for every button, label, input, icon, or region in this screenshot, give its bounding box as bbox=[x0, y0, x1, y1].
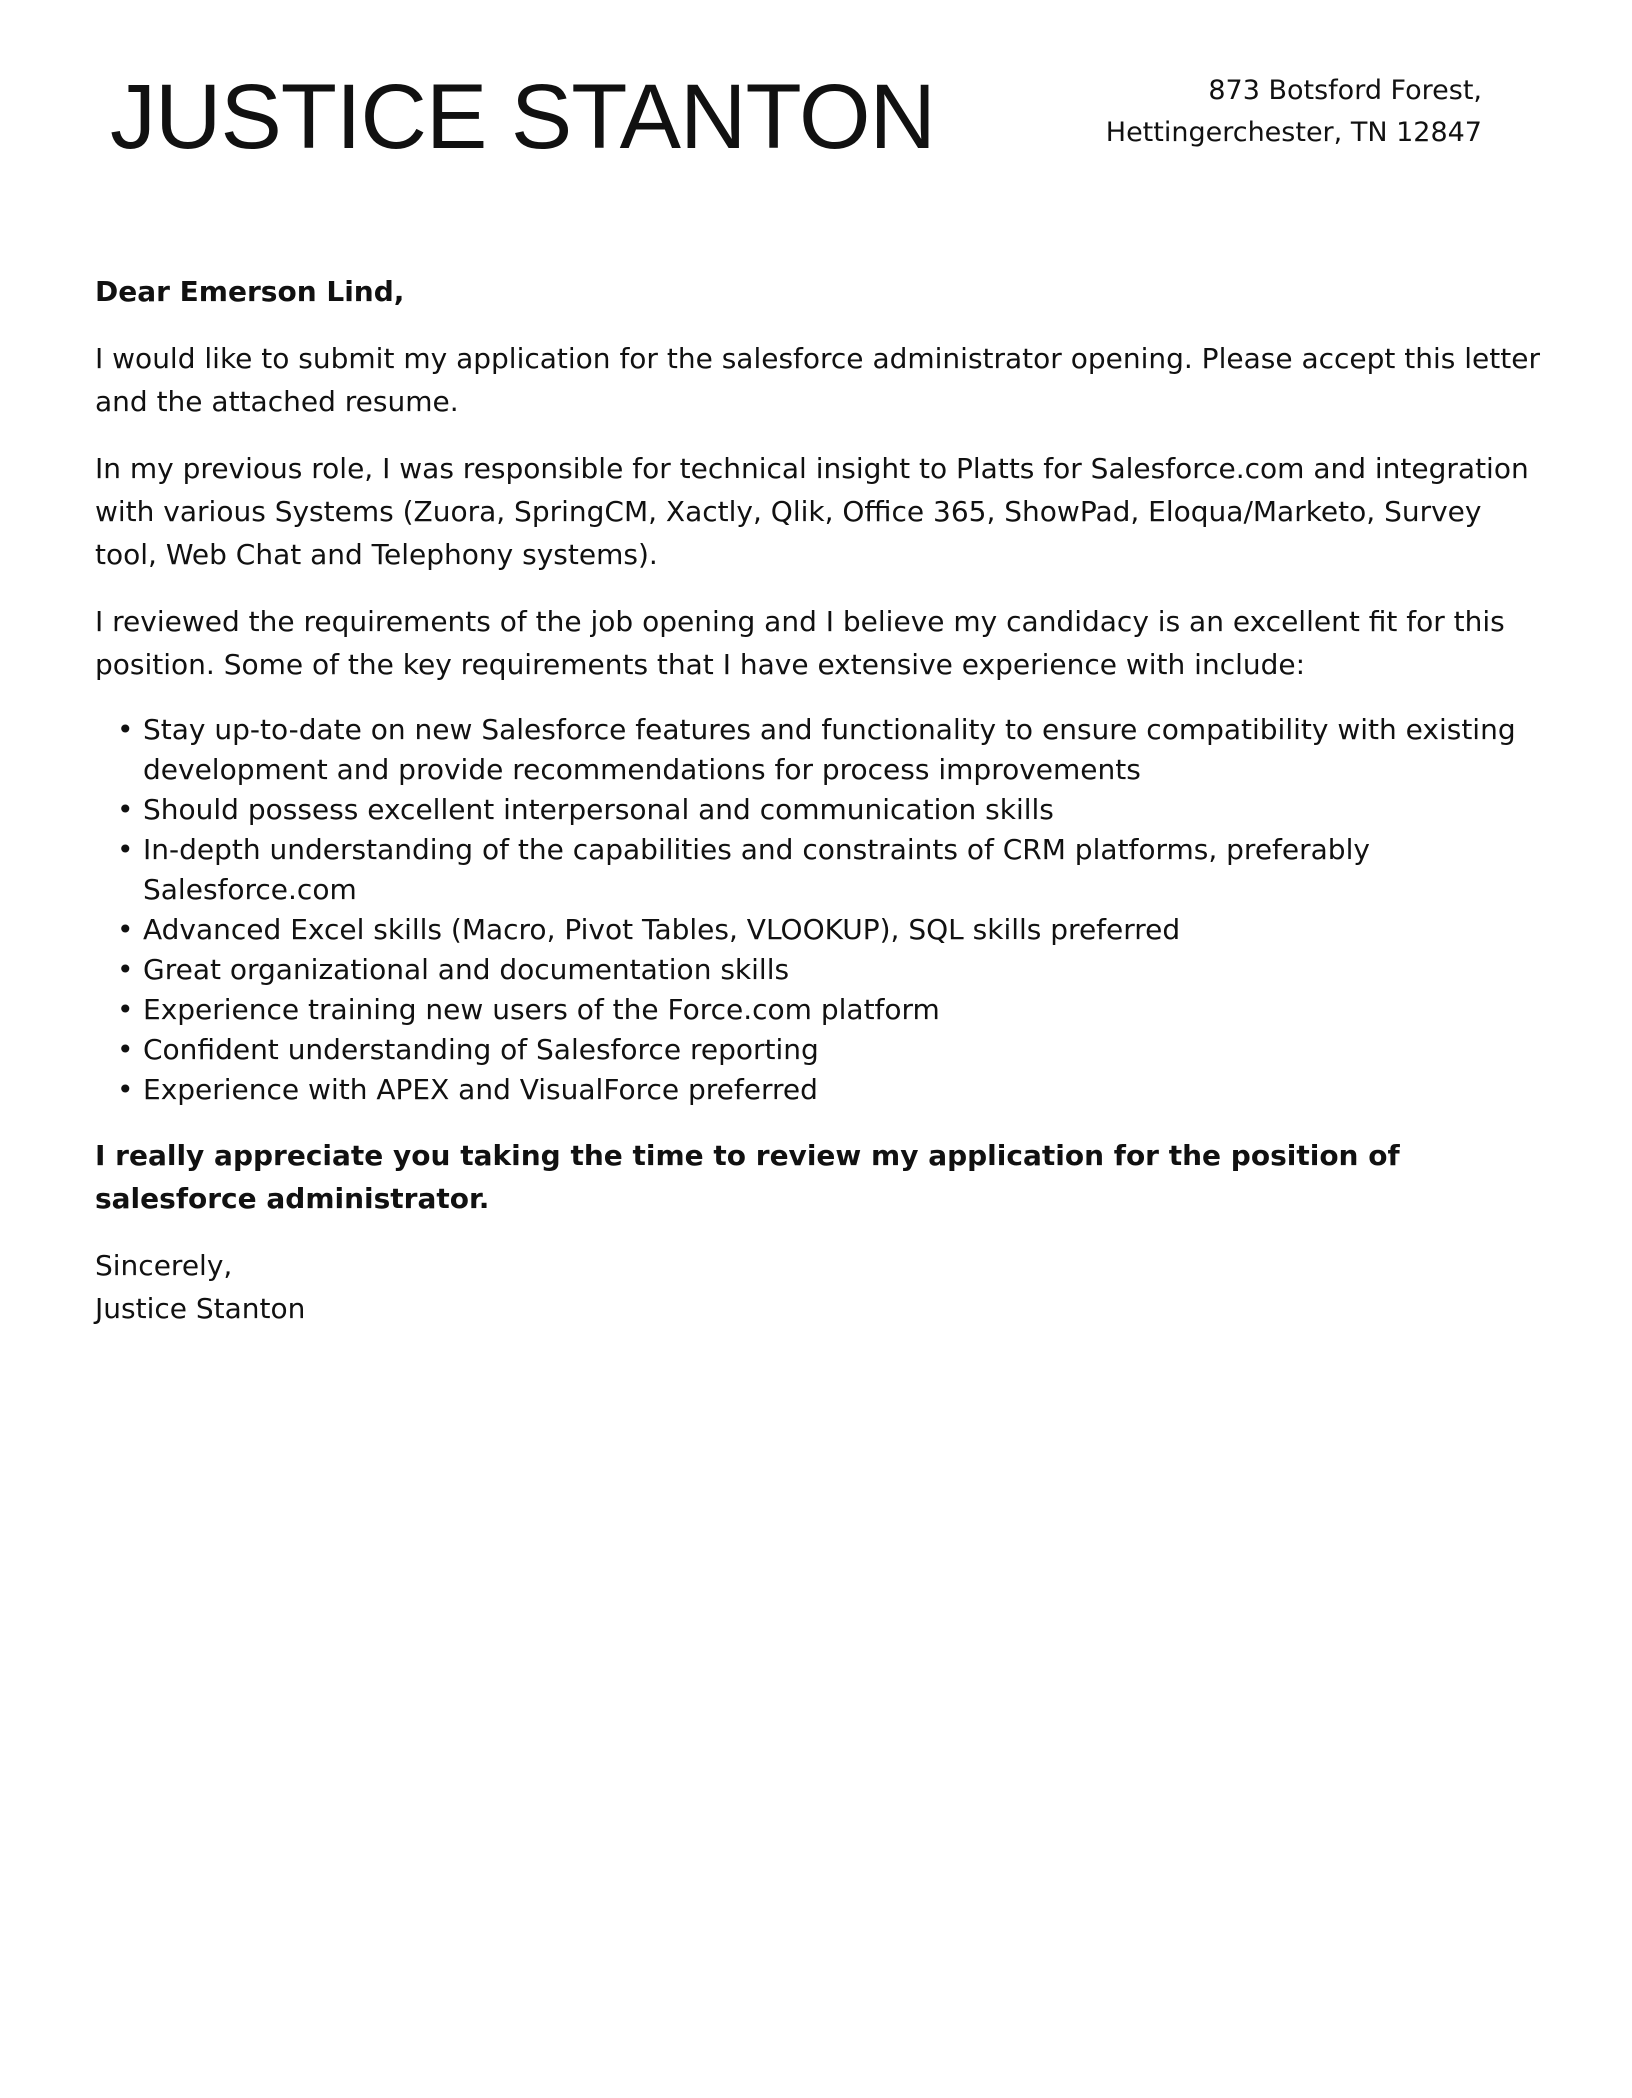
signature-name: Justice Stanton bbox=[95, 1292, 306, 1325]
list-item bbox=[117, 790, 1545, 830]
requirements-list bbox=[95, 710, 1545, 1110]
bullet-icon: • bbox=[117, 913, 134, 946]
requirement-text: Should possess excellent interpersonal and communication skills bbox=[143, 793, 1054, 826]
salutation: Dear Emerson Lind, bbox=[95, 275, 405, 308]
requirement-text: In-depth understanding of the capabilities and constraints of CRM platforms, preferably Salesforce.com bbox=[143, 833, 1370, 906]
bullet-icon: • bbox=[117, 953, 134, 986]
list-item bbox=[117, 1030, 1545, 1070]
paragraph-previous-role: In my previous role, I was responsible for technical insight to Platts for Salesforce.com and integration with various Systems (Zuora, SpringCM, Xactly, Qlik, Office 365, ShowPad, Eloqua/Marketo, Survey tool, Web Chat and Telephony systems). bbox=[95, 452, 1529, 571]
list-item bbox=[117, 1070, 1545, 1110]
paragraph-intro: I would like to submit my application for the salesforce administrator opening. Please accept this letter and the attached resume. bbox=[95, 342, 1540, 418]
bullet-icon: • bbox=[117, 993, 134, 1026]
requirement-text: Great organizational and documentation skills bbox=[143, 953, 790, 986]
requirement-text: Stay up-to-date on new Salesforce features and functionality to ensure compatibility with existing development and provide recommendations for process improvements bbox=[143, 713, 1516, 786]
bullet-icon: • bbox=[117, 1073, 134, 1106]
list-item bbox=[117, 910, 1545, 950]
list-item bbox=[117, 990, 1545, 1030]
bullet-icon: • bbox=[117, 793, 134, 826]
closing-statement: I really appreciate you taking the time to review my application for the position of salesforce administrator. bbox=[95, 1139, 1400, 1215]
bullet-icon: • bbox=[117, 713, 134, 746]
applicant-address bbox=[1106, 70, 1482, 154]
applicant-name: JUSTICE STANTON bbox=[110, 66, 935, 168]
requirement-text: Confident understanding of Salesforce reporting bbox=[143, 1033, 819, 1066]
list-item bbox=[117, 950, 1545, 990]
address-line-2: Hettingerchester, TN 12847 bbox=[1105, 117, 1482, 148]
letter-body bbox=[95, 270, 1545, 1330]
bullet-icon: • bbox=[117, 1033, 134, 1066]
signoff-text: Sincerely, bbox=[95, 1249, 233, 1282]
requirement-text: Advanced Excel skills (Macro, Pivot Tables, VLOOKUP), SQL skills preferred bbox=[143, 913, 1181, 946]
list-item bbox=[117, 830, 1545, 910]
address-line-1: 873 Botsford Forest, bbox=[1208, 75, 1482, 106]
signoff bbox=[95, 1244, 1545, 1330]
bullet-icon: • bbox=[117, 833, 134, 866]
paragraph-requirements-intro: I reviewed the requirements of the job opening and I believe my candidacy is an excellent fit for this position. Some of the key requirements that I have extensive experience with include: bbox=[95, 605, 1505, 681]
requirement-text: Experience with APEX and VisualForce preferred bbox=[143, 1073, 818, 1106]
requirement-text: Experience training new users of the Force.com platform bbox=[143, 993, 940, 1026]
list-item bbox=[117, 710, 1545, 790]
